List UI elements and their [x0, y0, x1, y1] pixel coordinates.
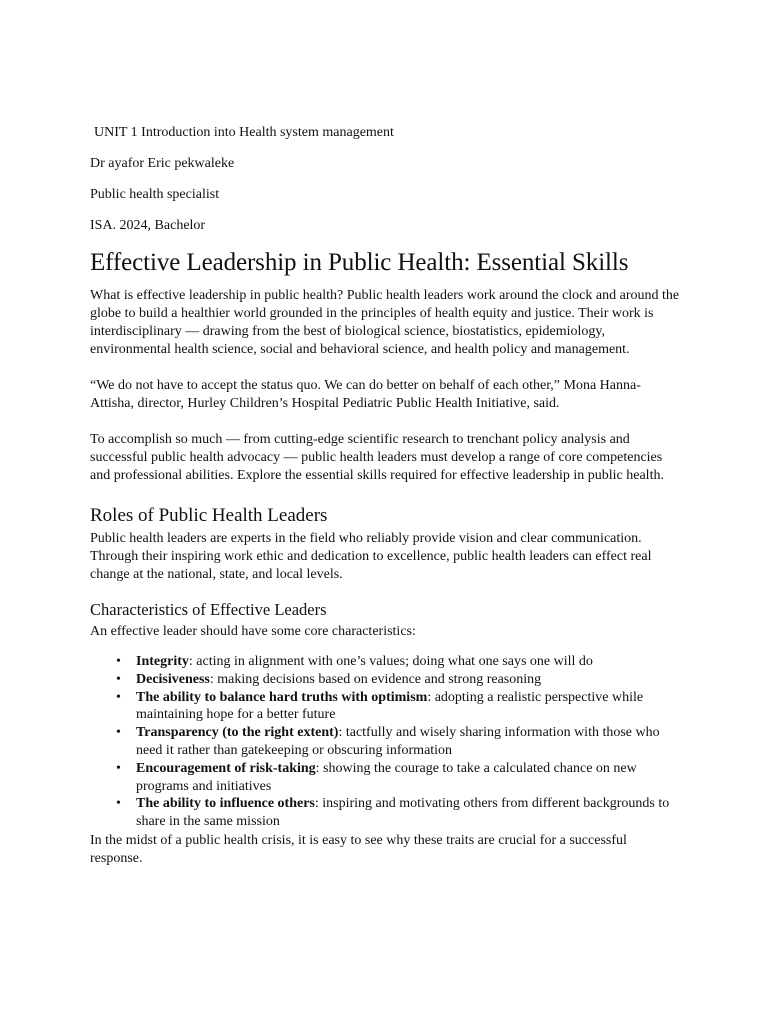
characteristics-heading: Characteristics of Effective Leaders — [90, 600, 327, 619]
bullet-icon: • — [116, 689, 121, 705]
intro-quote: “We do not have to accept the status quo. We can do better on behalf of each other,” Mona Hanna-Attisha, director, Hurley Children’s Hospital Pediatric Public Health Initiative, said. — [90, 378, 641, 411]
bullet-icon: • — [116, 796, 121, 812]
list-item — [116, 653, 682, 671]
characteristics-lead: An effective leader should have some core characteristics: — [90, 624, 416, 639]
item-desc: : showing the courage to take a calculated chance on new programs and initiatives — [136, 760, 637, 794]
item-desc: : making decisions based on evidence and strong reasoning — [209, 671, 542, 687]
item-term: Transparency (to the right extent) — [136, 725, 339, 741]
bullet-icon: • — [116, 654, 121, 669]
intro-paragraph-1: What is effective leadership in public health? Public health leaders work around the clock and around the globe to build a healthier world grounded in the principles of health equity and justice. Their work is interdisciplinary — drawing from the best of biological science, biostatistics, epidemiology, environmental health science, social and behavioral science, and health policy and management. — [90, 288, 680, 357]
bullet-icon: • — [116, 671, 121, 687]
characteristics-list — [90, 653, 682, 831]
closing-paragraph: In the midst of a public health crisis, it is easy to see why these traits are crucial for a successful response. — [90, 832, 627, 866]
item-desc: : tactfully and wisely sharing information with those who need it rather than gatekeeping or obscuring information — [136, 725, 660, 758]
bullet-icon: • — [116, 760, 121, 776]
item-desc: : adopting a realistic perspective while maintaining hope for a better future — [136, 689, 644, 723]
unit-line: UNIT 1 Introduction into Health system management — [94, 125, 394, 140]
roles-heading: Roles of Public Health Leaders — [90, 505, 328, 526]
item-term: The ability to influence others — [136, 796, 315, 812]
document-page — [90, 124, 682, 886]
item-term: Encouragement of risk-taking — [136, 760, 316, 776]
bullet-icon: • — [116, 725, 121, 741]
item-term: Decisiveness — [136, 671, 210, 687]
author-line: Dr ayafor Eric pekwaleke — [90, 156, 235, 171]
list-item — [116, 795, 682, 831]
list-item — [116, 724, 682, 760]
list-item — [116, 760, 682, 796]
role-line: Public health specialist — [90, 187, 220, 202]
list-item — [116, 671, 682, 689]
intro-paragraph-3: To accomplish so much — from cutting-edge scientific research to trenchant policy analysis and successful public health advocacy — public health leaders must develop a range of core competencies and professional abilities. Explore the essential skills required for effective leadership in public health. — [90, 432, 664, 483]
item-desc: : acting in alignment with one’s values; doing what one says one will do — [188, 654, 593, 669]
roles-body: Public health leaders are experts in the field who reliably provide vision and clear communication. Through their inspiring work ethic and dedication to excellence, public health leaders can effect real change at the national, state, and local levels. — [90, 531, 652, 582]
item-desc: : inspiring and motivating others from different backgrounds to share in the same mission — [136, 796, 670, 830]
page-title: Effective Leadership in Public Health: Essential Skills — [90, 249, 629, 276]
list-item — [116, 689, 682, 725]
item-term: The ability to balance hard truths with optimism — [136, 689, 428, 705]
item-term: Integrity — [136, 654, 189, 669]
institution-line: ISA. 2024, Bachelor — [90, 218, 206, 233]
